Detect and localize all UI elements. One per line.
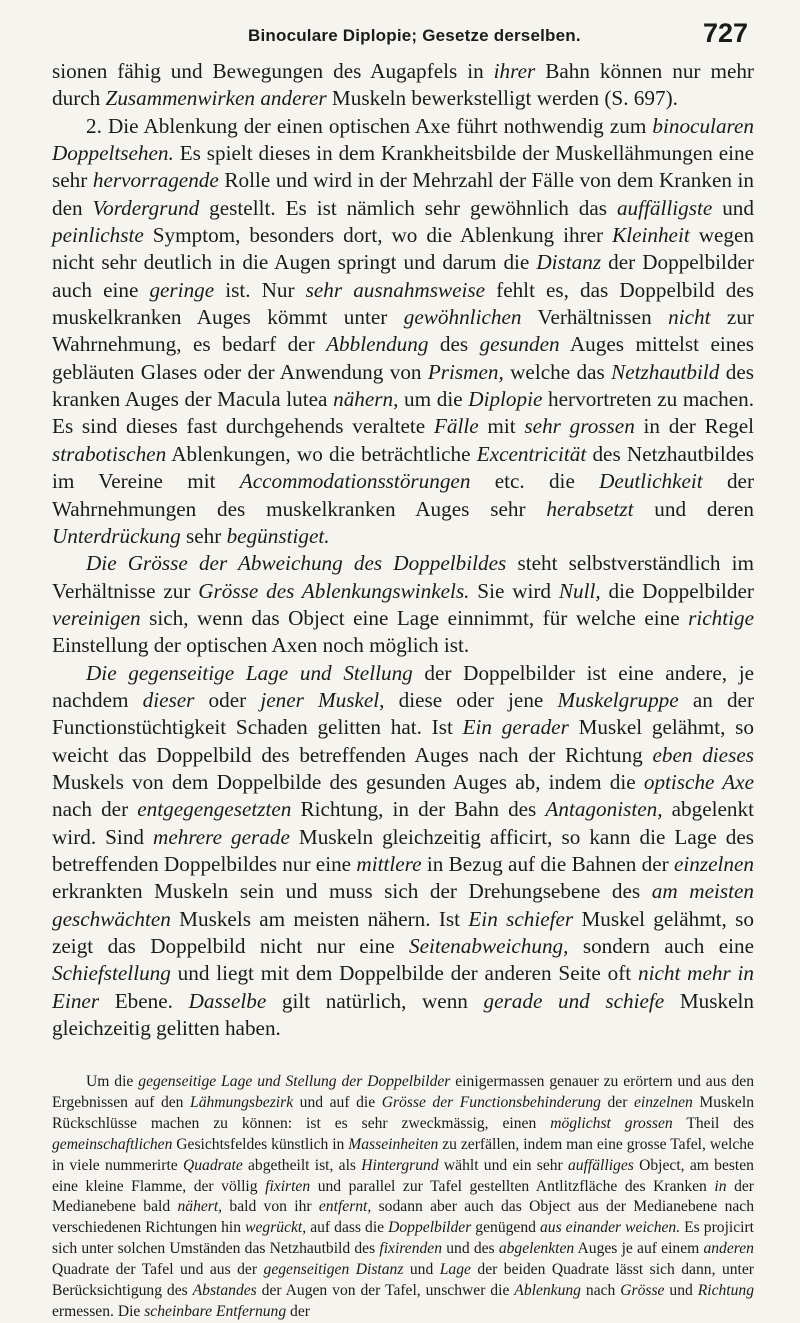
- emphasized-text: abgelenkten: [498, 1240, 575, 1258]
- emphasized-text: optische Axe: [643, 769, 754, 794]
- text-span: Es spielt dieses in dem Krankheitsbilde der Muskellähmungen eine sehr: [52, 141, 754, 193]
- text-span: Verhältnissen: [521, 305, 669, 330]
- text-span: Richtung, in der Bahn des: [291, 797, 546, 822]
- text-span: des kranken Auges der Macula lutea: [52, 359, 754, 412]
- text-span: wegen nicht sehr deutlich in die Augen springt und darum die: [52, 223, 755, 275]
- emphasized-text: Muskelgruppe: [557, 687, 679, 712]
- text-span: sionen fähig und Bewegungen des Augapfels in: [52, 59, 494, 83]
- text-span: um die: [398, 387, 469, 412]
- text-span: Theil des: [672, 1114, 754, 1132]
- text-span: des: [428, 332, 480, 357]
- emphasized-text: fixirten: [265, 1177, 311, 1195]
- emphasized-text: am meisten geschwächten: [52, 879, 754, 931]
- text-span: Ebene.: [99, 988, 189, 1013]
- emphasized-text: Ein gerader: [462, 715, 569, 740]
- emphasized-text: möglichst grossen: [550, 1114, 673, 1132]
- emphasized-text: gegenseitige Lage und Stellung der Doppelbilder: [138, 1073, 451, 1090]
- text-span: zur Wahrnehmung, es bedarf der: [52, 305, 754, 357]
- emphasized-text: nähert,: [177, 1198, 223, 1216]
- text-span: bald von ihr: [222, 1198, 319, 1216]
- emphasized-text: ihrer: [493, 59, 536, 83]
- emphasized-text: gemeinschaftlichen: [52, 1135, 173, 1153]
- text-span: hervortreten zu machen. Es sind dieses fast durchgehends veraltete: [52, 387, 754, 439]
- emphasized-text: gewöhnlichen: [403, 305, 522, 330]
- text-span: steht selbstverständlich im Verhältnisse zur: [52, 551, 754, 603]
- text-span: genügend: [471, 1219, 540, 1237]
- emphasized-text: peinlichste: [52, 223, 144, 248]
- emphasized-text: Grösse des Ablenkungswinkels.: [198, 578, 470, 603]
- emphasized-text: richtige: [688, 605, 754, 630]
- emphasized-text: vereinigen: [52, 605, 141, 630]
- text-span: Muskel gelähmt, so weicht das Doppelbild des betreffenden Auges nach der Richtung: [52, 715, 754, 767]
- text-span: Muskels am meisten nähern. Ist: [170, 906, 469, 931]
- emphasized-text: Null,: [558, 578, 601, 603]
- text-span: diese oder jene: [384, 687, 558, 712]
- emphasized-text: auffälliges: [568, 1156, 634, 1174]
- emphasized-text: Grösse: [620, 1282, 665, 1300]
- text-span: die Doppelbilder: [600, 578, 754, 603]
- emphasized-text: Vordergrund: [92, 195, 200, 220]
- paragraph: [52, 113, 754, 551]
- text-span: nach der: [52, 797, 138, 822]
- text-span: mit: [478, 414, 525, 439]
- paragraph: [52, 1072, 754, 1323]
- emphasized-text: Richtung: [697, 1282, 755, 1300]
- paragraph: [52, 58, 754, 113]
- running-head: Binoculare Diplopie; Gesetze derselben.: [248, 26, 581, 45]
- emphasized-text: Seitenabweichung,: [408, 934, 569, 958]
- emphasized-text: strabotischen: [52, 441, 167, 466]
- emphasized-text: Ein schiefer: [468, 906, 574, 931]
- text-span: und deren: [633, 496, 754, 521]
- emphasized-text: eben dieses: [652, 742, 754, 767]
- emphasized-text: Abstandes: [192, 1282, 257, 1300]
- text-span: der: [286, 1302, 310, 1320]
- text-span: Muskels von dem Doppelbilde des gesunden Auges ab, indem die: [52, 769, 644, 794]
- emphasized-text: Zusammenwirken anderer: [105, 86, 327, 111]
- emphasized-text: mehrere gerade: [153, 824, 290, 849]
- text-span: Bahn können nur mehr durch: [52, 59, 754, 111]
- page-header: [0, 18, 800, 52]
- text-span: Muskel gelähmt, so zeigt das Doppelbild nicht nur eine: [52, 906, 754, 958]
- text-span: und: [712, 195, 754, 220]
- text-span: Auges je auf einem: [574, 1240, 704, 1258]
- emphasized-text: Antagonisten,: [545, 797, 663, 822]
- emphasized-text: Doppelbilder: [388, 1219, 472, 1237]
- emphasized-text: geringe: [149, 277, 215, 302]
- text-span: Sie wird: [469, 578, 559, 603]
- text-span: Auges mittelst eines gebläuten Glases oder der Anwendung von: [52, 332, 754, 384]
- emphasized-text: Prismen,: [427, 359, 504, 384]
- emphasized-text: Ablenkung: [514, 1282, 581, 1300]
- text-span: Muskeln gleichzeitig gelitten haben.: [52, 988, 754, 1041]
- page-number: 727: [702, 18, 748, 48]
- text-span: der Doppelbilder auch eine: [52, 250, 754, 302]
- emphasized-text: wegrückt,: [245, 1219, 307, 1237]
- emphasized-text: gerade und schiefe: [483, 988, 665, 1013]
- text-span: ist. Nur: [214, 277, 306, 302]
- text-span: des Netzhautbildes im Vereine mit: [52, 441, 754, 494]
- text-span: und parallel zur Tafel gestellten Antlitzfläche des Kranken: [310, 1177, 715, 1195]
- text-span: Muskeln Rückschlüsse machen zu können: ist es sehr zweckmässig, einen: [52, 1093, 754, 1132]
- emphasized-text: Masseinheiten: [348, 1135, 439, 1153]
- text-span: Gesichtsfeldes künstlich in: [172, 1135, 349, 1153]
- text-span: und des: [442, 1240, 499, 1258]
- emphasized-text: Quadrate: [182, 1156, 243, 1174]
- emphasized-text: scheinbare Entfernung: [144, 1302, 287, 1320]
- text-span: welche das: [503, 359, 612, 384]
- emphasized-text: einzelnen: [673, 851, 754, 876]
- text-span: abgelenkt wird. Sind: [52, 797, 754, 849]
- text-span: der beiden Quadrate lässt sich dann, unter Berücksichtigung des: [52, 1261, 754, 1300]
- emphasized-text: Schiefstellung: [52, 961, 171, 986]
- text-span: Quadrate der Tafel und aus der: [52, 1261, 264, 1279]
- text-span: sodann aber auch das Object aus der Medianebene nach verschiedenen Richtungen hin: [52, 1198, 754, 1237]
- text-span: Rolle und wird in der Mehrzahl der Fälle von dem Kranken in den: [52, 168, 754, 220]
- text-span: und auf die: [293, 1093, 382, 1111]
- emphasized-text: Die Grösse der Abweichung des Doppelbildes: [86, 551, 507, 576]
- emphasized-text: binocularen Doppeltsehen.: [52, 113, 754, 166]
- emphasized-text: Accommodationsstörungen: [239, 469, 471, 494]
- emphasized-text: Grösse der Functionsbehinderung: [381, 1093, 601, 1111]
- emphasized-text: aus einander weichen.: [539, 1219, 681, 1237]
- text-span: Object, am besten eine kleine Flamme, der völlig: [52, 1156, 754, 1195]
- text-span: der Wahrnehmungen des muskelkranken Auges sehr: [52, 469, 754, 521]
- emphasized-text: gegenseitigen Distanz: [263, 1261, 404, 1279]
- main-text: [52, 58, 754, 1042]
- emphasized-text: auffälligste: [616, 195, 713, 220]
- emphasized-text: anderen: [703, 1240, 754, 1258]
- emphasized-text: nicht: [668, 305, 711, 330]
- text-span: oder: [194, 687, 261, 712]
- emphasized-text: nähern,: [333, 387, 399, 412]
- text-span: zu zerfällen, indem man eine grosse Tafel, welche in viele nummerirte: [52, 1135, 754, 1174]
- emphasized-text: Abblendung: [326, 332, 429, 357]
- emphasized-text: mittlere: [356, 851, 422, 876]
- text-span: Es projicirt sich unter solchen Umständen das Netzhautbild des: [52, 1219, 755, 1258]
- text-span: in Bezug auf die Bahnen der: [421, 851, 674, 876]
- emphasized-text: Netzhautbild: [611, 359, 720, 384]
- paragraph: [52, 660, 754, 1043]
- text-span: und: [664, 1282, 698, 1300]
- text-span: der: [600, 1093, 634, 1111]
- text-span: in der Regel: [634, 414, 754, 439]
- paragraph: [52, 550, 754, 659]
- emphasized-text: einzelnen: [633, 1093, 693, 1111]
- emphasized-text: Die gegenseitige Lage und Stellung: [86, 660, 413, 685]
- text-span: Ablenkungen, wo die beträchtliche: [166, 441, 477, 466]
- text-span: ermessen. Die: [52, 1302, 145, 1320]
- emphasized-text: sehr ausnahmsweise: [305, 277, 486, 302]
- text-span: etc. die: [470, 469, 600, 494]
- emphasized-text: jener Muskel,: [260, 687, 385, 712]
- text-span: gestellt. Es ist nämlich sehr gewöhnlich das: [199, 195, 617, 220]
- emphasized-text: Unterdrückung: [52, 523, 181, 548]
- emphasized-text: dieser: [142, 687, 195, 712]
- emphasized-text: herabsetzt: [546, 496, 634, 521]
- text-span: auf dass die: [306, 1219, 389, 1237]
- text-span: der Medianebene bald: [52, 1177, 755, 1216]
- text-span: einigermassen genauer zu erörtern und aus den Ergebnissen auf den: [52, 1073, 754, 1111]
- emphasized-text: nicht mehr in Einer: [52, 961, 754, 1013]
- text-span: der Augen von der Tafel, unschwer die: [256, 1282, 515, 1300]
- text-span: 2. Die Ablenkung der einen optischen Axe führt nothwendig zum: [86, 113, 653, 138]
- text-span: sich, wenn das Object eine Lage einnimmt, für welche eine: [140, 605, 689, 630]
- emphasized-text: Lage: [439, 1261, 471, 1279]
- emphasized-text: Distanz: [536, 250, 602, 275]
- emphasized-text: entgegengesetzten: [137, 797, 292, 822]
- emphasized-text: hervorragende: [92, 168, 219, 193]
- emphasized-text: Fälle: [433, 414, 479, 439]
- emphasized-text: Lähmungsbezirk: [190, 1093, 294, 1111]
- text-span: Um die: [86, 1073, 139, 1090]
- emphasized-text: fixirenden: [379, 1240, 443, 1258]
- text-span: und liegt mit dem Doppelbilde der anderen Seite oft: [170, 961, 638, 986]
- text-span: gilt natürlich, wenn: [266, 988, 484, 1013]
- text-span: sehr: [180, 523, 227, 548]
- text-span: Muskeln gleichzeitig afficirt, so kann die Lage des betreffenden Doppelbildes nur eine: [52, 824, 755, 876]
- emphasized-text: Kleinheit: [612, 223, 690, 248]
- emphasized-text: in: [714, 1177, 727, 1195]
- emphasized-text: Diplopie: [468, 387, 543, 412]
- text-span: abgetheilt ist, als: [242, 1156, 362, 1174]
- emphasized-text: begünstiget.: [226, 523, 330, 548]
- text-span: fehlt es, das Doppelbild des muskelkranken Auges kömmt unter: [52, 277, 755, 330]
- emphasized-text: Hintergrund: [361, 1156, 439, 1174]
- text-span: sondern auch eine: [568, 934, 754, 958]
- text-span: und: [403, 1261, 440, 1279]
- emphasized-text: Dasselbe: [188, 988, 267, 1013]
- text-span: erkrankten Muskeln sein und muss sich der Drehungsebene des: [52, 879, 652, 904]
- text-span: wählt und ein sehr: [438, 1156, 568, 1174]
- emphasized-text: entfernt,: [318, 1198, 372, 1216]
- small-print-text: [52, 1072, 754, 1323]
- text-span: Einstellung der optischen Axen noch möglich ist.: [52, 633, 470, 658]
- emphasized-text: sehr grossen: [524, 414, 635, 439]
- text-span: Muskeln bewerkstelligt werden (S. 697).: [326, 86, 678, 111]
- text-span: nach: [580, 1282, 621, 1300]
- emphasized-text: Deutlichkeit: [599, 469, 703, 494]
- emphasized-text: gesunden: [479, 332, 560, 357]
- text-span: Symptom, besonders dort, wo die Ablenkung ihrer: [143, 223, 613, 248]
- emphasized-text: Excentricität: [476, 441, 587, 466]
- text-span: an der Functionstüchtigkeit Schaden gelitten hat. Ist: [52, 687, 754, 740]
- text-span: der Doppelbilder ist eine andere, je nachdem: [52, 660, 754, 712]
